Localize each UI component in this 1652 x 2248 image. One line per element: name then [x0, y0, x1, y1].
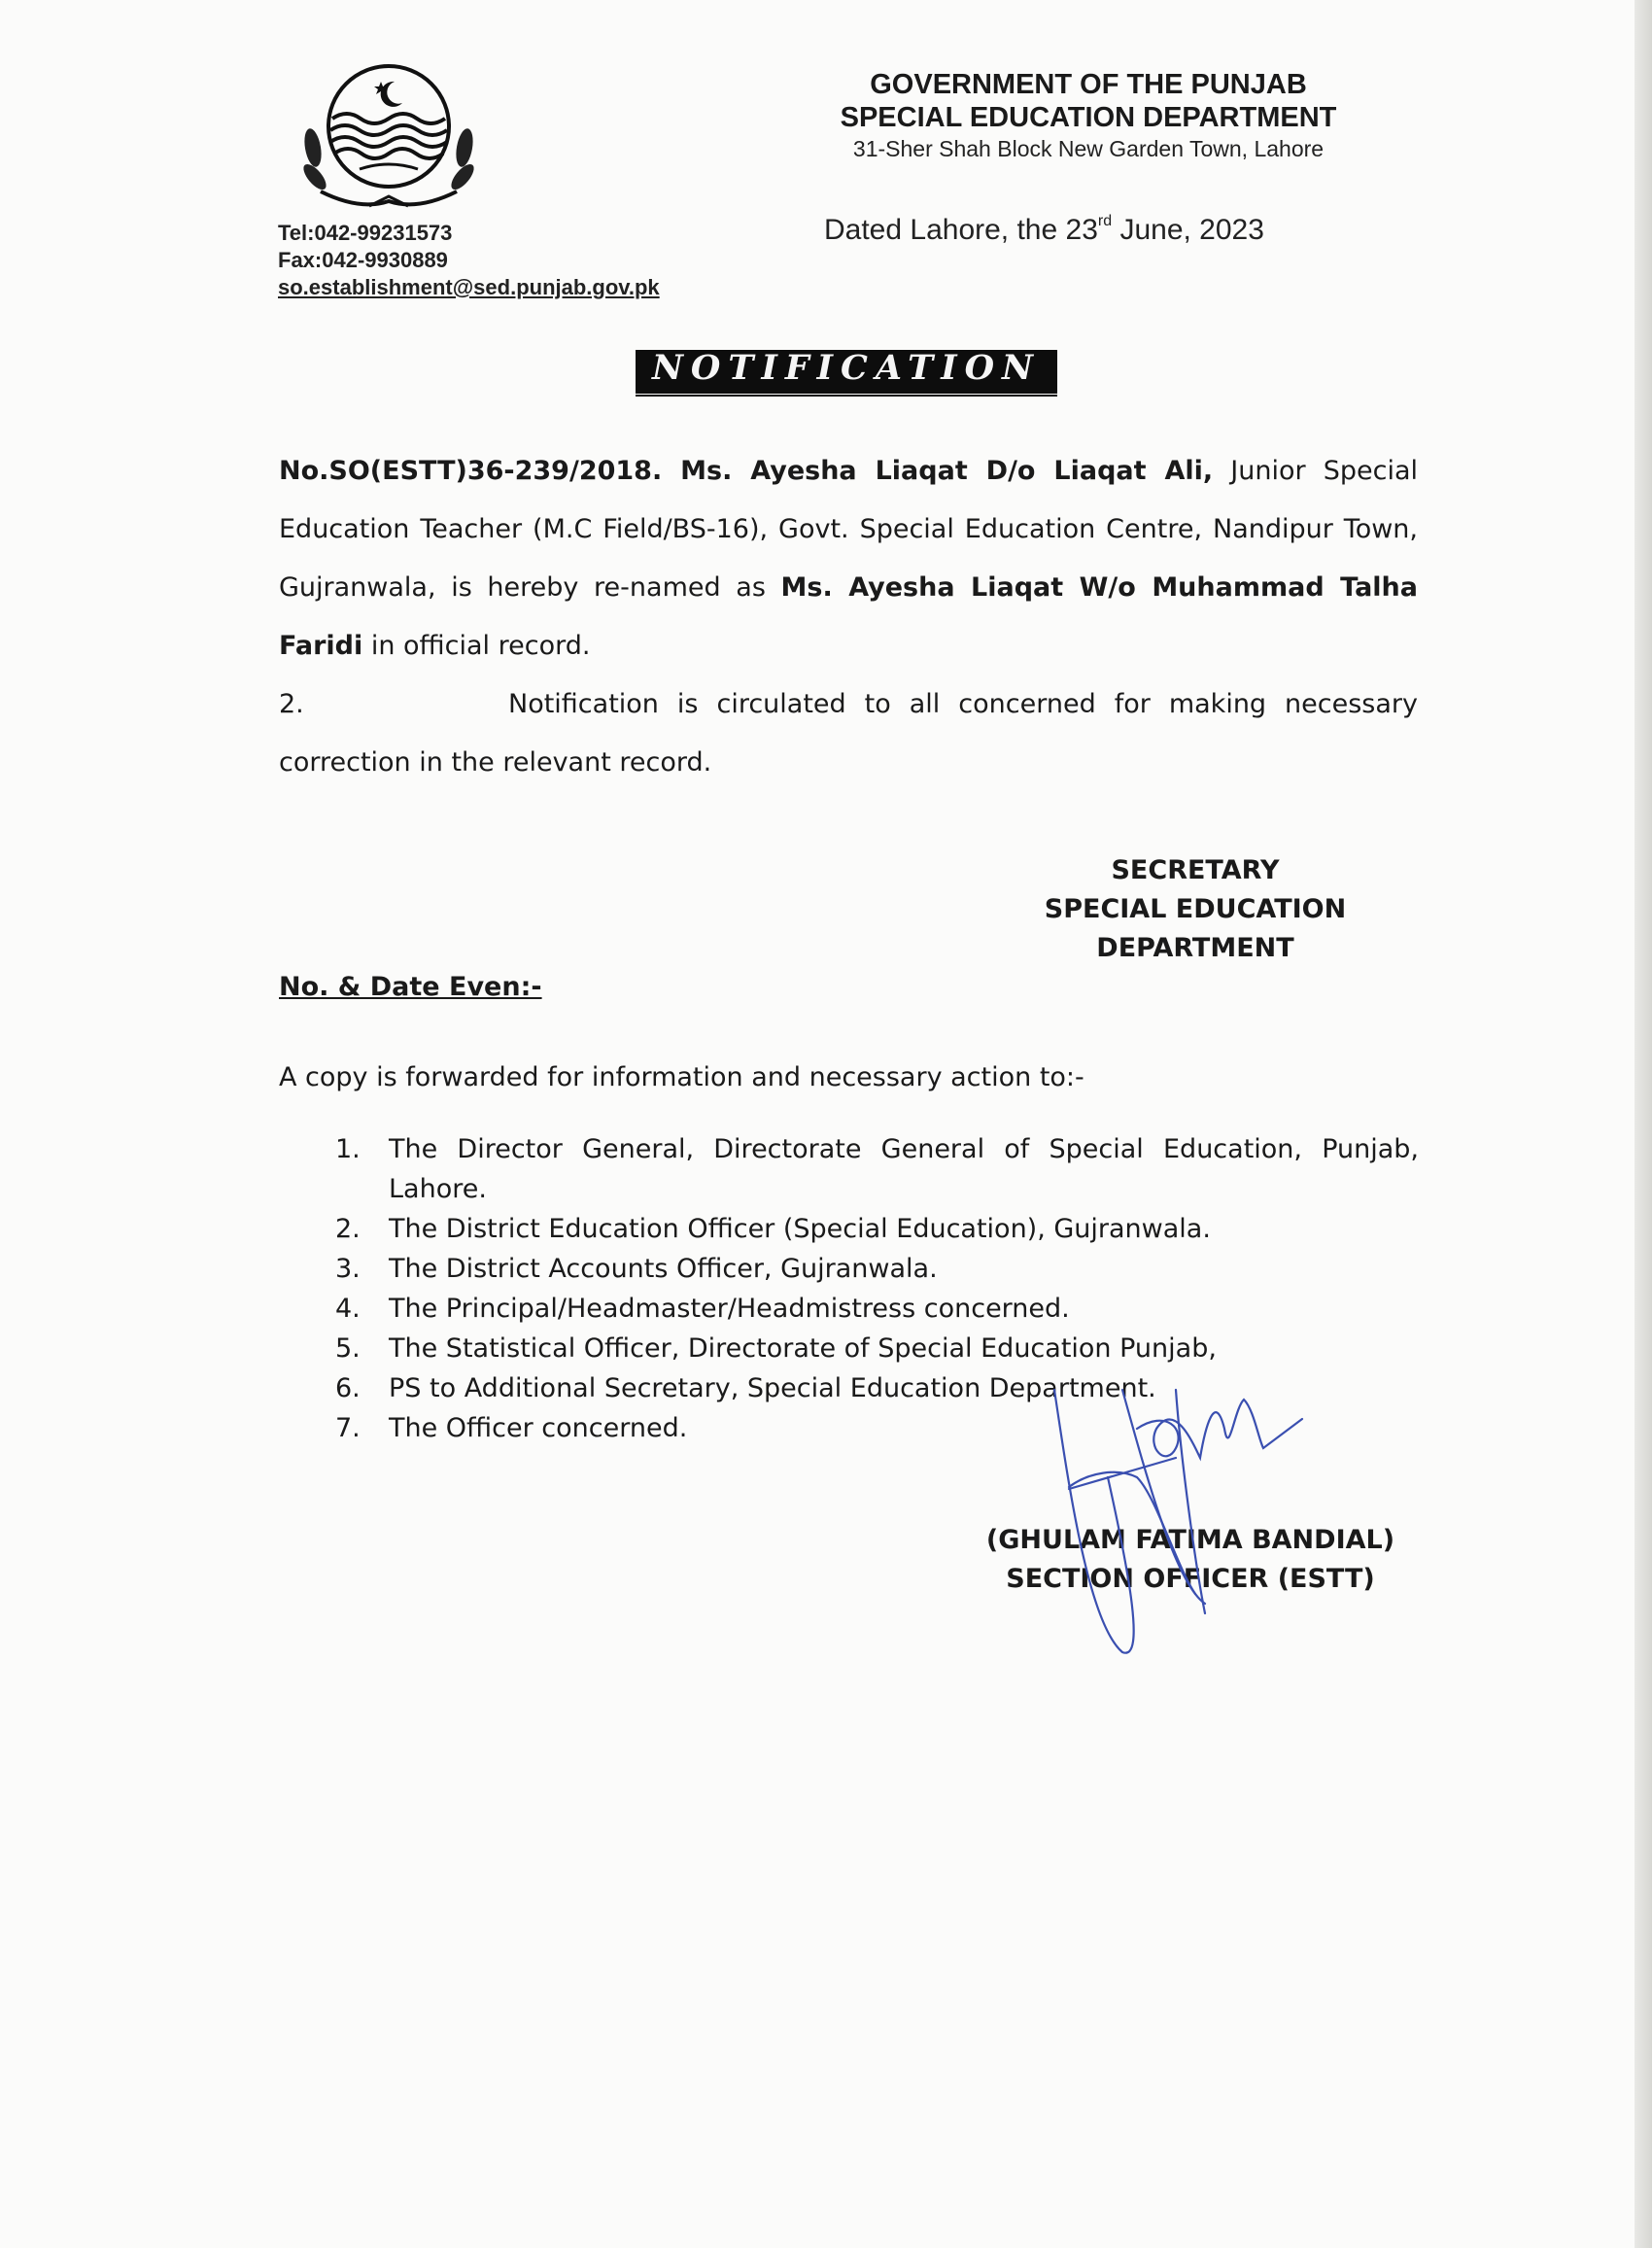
list-item-number: 3.: [335, 1254, 361, 1284]
signatory-block: [962, 1521, 1419, 1599]
list-item-number: 5.: [335, 1333, 361, 1364]
department-name: SPECIAL EDUCATION DEPARTMENT: [840, 102, 1337, 133]
paragraph-number: 2.: [279, 689, 304, 719]
notification-paragraph-1: [279, 442, 1418, 675]
contact-block: [278, 220, 660, 301]
list-item-text: The Officer concerned.: [389, 1413, 688, 1443]
new-name: Ms. Ayesha Liaqat W/o Muhammad Talha Faridi: [279, 572, 1418, 661]
reference-and-old-name: No.SO(ESTT)36-239/2018. Ms. Ayesha Liaqat D/o Liaqat Ali,: [279, 456, 1214, 486]
notification-title: NOTIFICATION: [651, 348, 1042, 388]
list-item: [335, 1368, 1419, 1408]
date-line: [824, 213, 1264, 247]
list-item-text: The Principal/Headmaster/Headmistress concerned.: [389, 1294, 1070, 1324]
list-item-number: 7.: [335, 1413, 361, 1443]
secretary-block: [1011, 851, 1380, 968]
list-item-number: 6.: [335, 1373, 361, 1403]
signatory-name: (GHULAM FATIMA BANDIAL): [985, 1525, 1395, 1555]
list-item-text: The District Education Officer (Special Education), Gujranwala.: [389, 1214, 1211, 1244]
distribution-list: [335, 1129, 1419, 1448]
list-item: [335, 1209, 1419, 1249]
signatory-designation: SECTION OFFICER (ESTT): [1006, 1564, 1375, 1594]
title-underline: [636, 395, 1057, 397]
secretary-line-2: SPECIAL EDUCATION: [1044, 894, 1347, 924]
scan-edge-shadow: [1635, 0, 1652, 2248]
notification-paragraph-2: [279, 675, 1418, 792]
secretary-line-1: SECRETARY: [1111, 855, 1280, 885]
government-name: GOVERNMENT OF THE PUNJAB: [870, 69, 1307, 100]
para2-line-2: correction in the relevant record.: [279, 747, 712, 778]
punjab-government-emblem-icon: [292, 60, 486, 221]
email-link[interactable]: so.establishment@sed.punjab.gov.pk: [278, 275, 660, 299]
list-item-number: 4.: [335, 1294, 361, 1324]
para2-line-1: Notification is circulated to all concerned for making necessary: [508, 689, 1418, 719]
para1-text-1: Junior Special Education Teacher (M.C Field/BS-16), Govt. Special Education Centre, Nandipur Town, Gujranwala, is hereby re-named as: [279, 456, 1418, 603]
list-item: [335, 1289, 1419, 1329]
list-item: [335, 1249, 1419, 1289]
secretary-line-3: DEPARTMENT: [1096, 933, 1294, 963]
list-item-number: 1.: [335, 1134, 361, 1164]
list-item-text: PS to Additional Secretary, Special Education Department.: [389, 1373, 1156, 1403]
para1-text-2: in official record.: [362, 631, 591, 661]
fax-number: Fax:042-9930889: [278, 248, 448, 272]
copy-forwarded-intro: A copy is forwarded for information and necessary action to:-: [279, 1062, 1084, 1092]
list-item: [335, 1408, 1419, 1448]
date-rest: June, 2023: [1112, 214, 1264, 246]
telephone-number: Tel:042-99231573: [278, 221, 453, 245]
letterhead: [748, 68, 1428, 163]
list-item-number: 2.: [335, 1214, 361, 1244]
department-address: 31-Sher Shah Block New Garden Town, Lahore: [852, 136, 1325, 161]
list-item-text: The Director General, Directorate General of Special Education, Punjab, Lahore.: [389, 1134, 1419, 1204]
date-ordinal: rd: [1097, 213, 1113, 229]
list-item: [335, 1129, 1419, 1209]
date-prefix: Dated Lahore, the 23: [824, 214, 1098, 246]
list-item-text: The Statistical Officer, Directorate of Special Education Punjab,: [389, 1333, 1217, 1364]
notification-title-banner: [636, 350, 1057, 394]
list-item: [335, 1329, 1419, 1368]
no-and-date-even-label: No. & Date Even:-: [279, 972, 542, 1002]
list-item-text: The District Accounts Officer, Gujranwala.: [389, 1254, 938, 1284]
